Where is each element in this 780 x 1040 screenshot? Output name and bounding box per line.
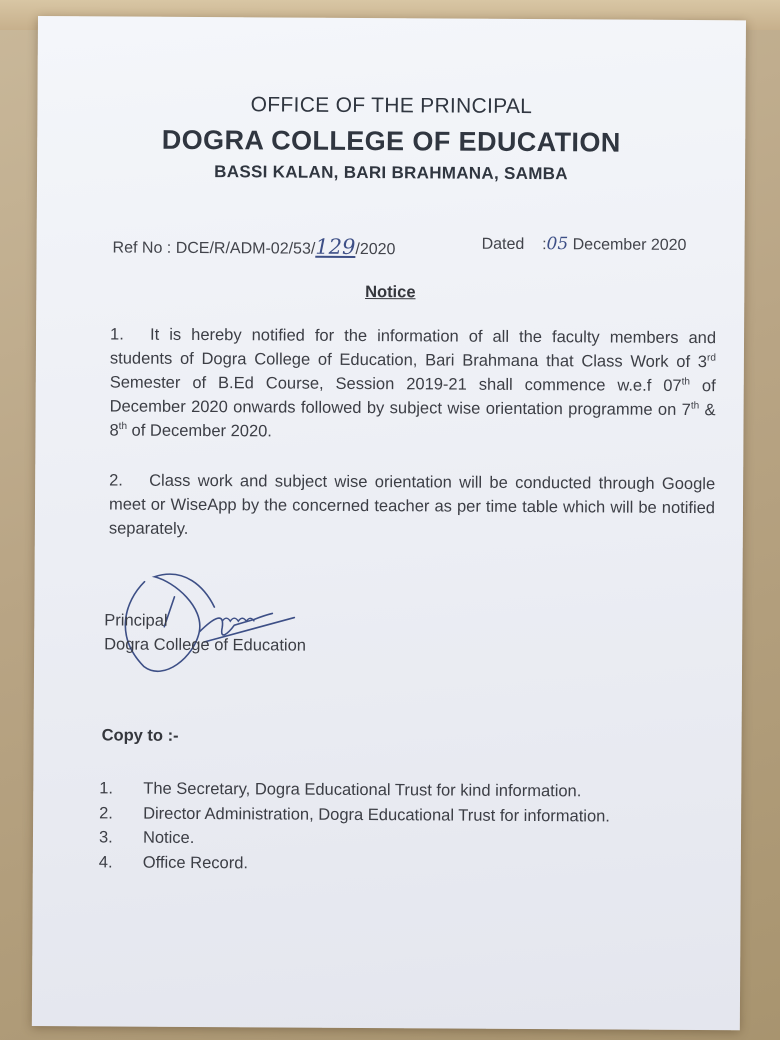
list-item-text: Office Record. [142, 853, 249, 872]
signatory-title: Principal [104, 611, 168, 630]
paragraph-text: & 8 [109, 401, 716, 440]
paragraph-number: 2. [109, 471, 123, 490]
reference-number [113, 233, 396, 259]
list-item-text: Notice. [142, 828, 195, 847]
paragraph-text: Semester of B.Ed Course, Session 2019-21 shall commence w.e.f 07 [109, 373, 682, 395]
notice-document [32, 16, 746, 1030]
dated-handwritten-day: 05 [546, 234, 569, 255]
notice-title: Notice [365, 283, 416, 302]
copy-to-heading: Copy to :- [101, 726, 179, 745]
date-line [482, 234, 687, 255]
paragraph-2 [109, 468, 715, 544]
signatory-block [104, 608, 306, 657]
ref-handwritten-number: 129 [315, 234, 356, 259]
list-item-number: 4. [98, 852, 113, 871]
list-item-text: Director Administration, Dogra Educational Trust for information. [143, 804, 610, 826]
list-item-number: 2. [99, 803, 113, 822]
paragraph-text: of December 2020 onwards followed by subject wise orientation programme on 7 [109, 376, 716, 419]
copy-to-list [99, 776, 610, 877]
superscript: th [690, 400, 700, 412]
list-item-number: 1. [99, 779, 114, 798]
paragraph-text: It is hereby notified for the information of all the faculty members and students of Dogra College of Education, Bari Brahmana that Class Work of 3 [109, 325, 717, 372]
signatory-organization: Dogra College of Education [104, 635, 307, 655]
list-item [99, 825, 610, 853]
college-name-heading: DOGRA COLLEGE OF EDUCATION [161, 124, 621, 158]
list-item-text: The Secretary, Dogra Educational Trust for kind information. [143, 779, 582, 801]
dated-month-year: December 2020 [572, 236, 687, 254]
paragraph-text: of December 2020. [126, 421, 272, 441]
list-item [99, 850, 610, 878]
list-item [99, 776, 610, 804]
superscript: rd [706, 352, 716, 364]
paragraph-1 [109, 322, 716, 446]
superscript: th [681, 376, 691, 388]
paragraph-number: 1. [110, 325, 124, 344]
superscript: th [118, 421, 128, 433]
college-address: BASSI KALAN, BARI BRAHMANA, SAMBA [214, 162, 568, 184]
office-heading: OFFICE OF THE PRINCIPAL [250, 93, 533, 119]
paragraph-text: Class work and subject wise orientation will be conducted through Google meet or WiseApp by the concerned teacher as per time table which will be notified separately. [108, 471, 716, 538]
dated-separator: : [542, 236, 547, 254]
dated-label: Dated [481, 235, 525, 253]
list-item-number: 3. [98, 828, 113, 847]
ref-label: Ref No : [112, 239, 172, 257]
ref-suffix: /2020 [355, 240, 396, 259]
list-item [99, 801, 610, 829]
ref-prefix: DCE/R/ADM-02/53/ [175, 239, 316, 258]
